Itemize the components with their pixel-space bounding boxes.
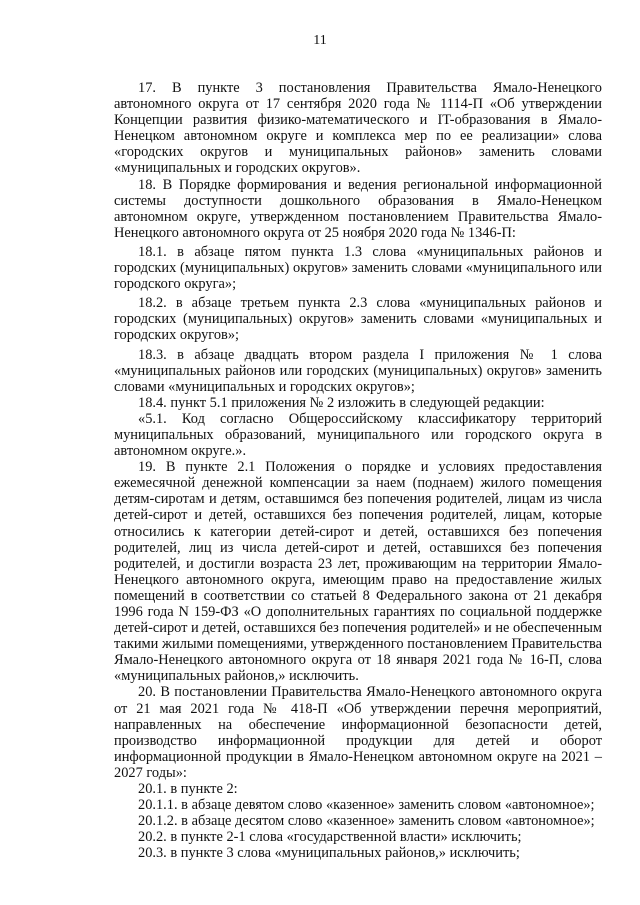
paragraph-19: 19. В пункте 2.1 Положения о порядке и условиях предоставления ежемесячной денежной компенсации за наем (поднаем) жилого помещения детям-сиротам и детям, оставшимся без попечения родителей, лицам из числа детей-сирот и детей, оставшихся без попечения родителей, лицам, которые относились к категории детей-сирот и детей, оставшихся без попечения родителей, лиц из числа детей-сирот и детей, оставшихся без попечения родителей, и достигли возраста 23 лет, проживающим на территории Ямало-Ненецкого автономного округа, имеющим право на предоставление жилых помещений в соответствии со статьей 8 Федерального закона от 21 декабря 1996 года N 159-ФЗ «О дополнительных гарантиях по социальной поддержке детей-сирот и детей, оставшихся без попечения родителей» и не обеспеченным такими жилыми помещениями, утвержденного постановлением Правительства Ямало-Ненецкого автономного округа от 18 января 2021 года № 16-П, слова «муниципальных районов,» исключить. bbox=[114, 459, 602, 685]
paragraph-18: 18. В Порядке формирования и ведения региональной информационной системы доступности дошкольного образования в Ямало-Ненецком автономном округе, утвержденном постановлением Правительства Ямало-Ненецкого автономного округа от 25 ноября 2020 года № 1346-П: bbox=[114, 176, 602, 241]
paragraph-20-2: 20.2. в пункте 2-1 слова «государственной власти» исключить; bbox=[138, 829, 522, 846]
paragraph-18-1: 18.1. в абзаце пятом пункта 1.3 слова «муниципальных районов и городских (муниципальных) округов» заменить словами «муниципального или городского округа»; bbox=[114, 243, 602, 293]
paragraph-18-3: 18.3. в абзаце двадцать втором раздела I приложения № 1 слова «муниципальных районов или городских (муниципальных) округов» заменить словами «муниципальных и городских округов»; bbox=[114, 346, 602, 395]
paragraph-17: 17. В пункте 3 постановления Правительства Ямало-Ненецкого автономного округа от 17 сентября 2020 года № 1114-П «Об утверждении Концепции развития физико-математического и IT-образования в Ямало-Ненецком автономном округе и комплекса мер по ее реализации» слова «городских округов и муниципальных районов» заменить словами «муниципальных и городских округов». bbox=[114, 80, 602, 177]
paragraph-18-4: 18.4. пункт 5.1 приложения № 2 изложить в следующей редакции: bbox=[138, 394, 545, 411]
paragraph-20-3: 20.3. в пункте 3 слова «муниципальных районов,» исключить; bbox=[138, 845, 520, 862]
paragraph-20-1-1: 20.1.1. в абзаце девятом слово «казенное» заменить словом «автономное»; bbox=[138, 797, 595, 814]
paragraph-18-4-quote: «5.1. Код согласно Общероссийскому классификатору территорий муниципальных образований, муниципального или городского округа в автономном округе.». bbox=[114, 410, 602, 460]
page-number: 11 bbox=[313, 33, 327, 48]
paragraph-20-1: 20.1. в пункте 2: bbox=[138, 781, 238, 798]
paragraph-18-2: 18.2. в абзаце третьем пункта 2.3 слова «муниципальных районов и городских (муниципальных) округов» заменить словами «муниципальных и городских округов»; bbox=[114, 295, 602, 344]
paragraph-20-1-2: 20.1.2. в абзаце десятом слово «казенное» заменить словом «автономное»; bbox=[138, 813, 595, 830]
paragraph-20: 20. В постановлении Правительства Ямало-Ненецкого автономного округа от 21 мая 2021 года № 418-П «Об утверждении перечня мероприятий, направленных на обеспечение информационной безопасности детей, производство информационной продукции для детей и оборот информационной продукции в Ямало-Ненецком автономном округе на 2021 – 2027 годы»: bbox=[114, 684, 602, 781]
document-body bbox=[114, 80, 602, 862]
